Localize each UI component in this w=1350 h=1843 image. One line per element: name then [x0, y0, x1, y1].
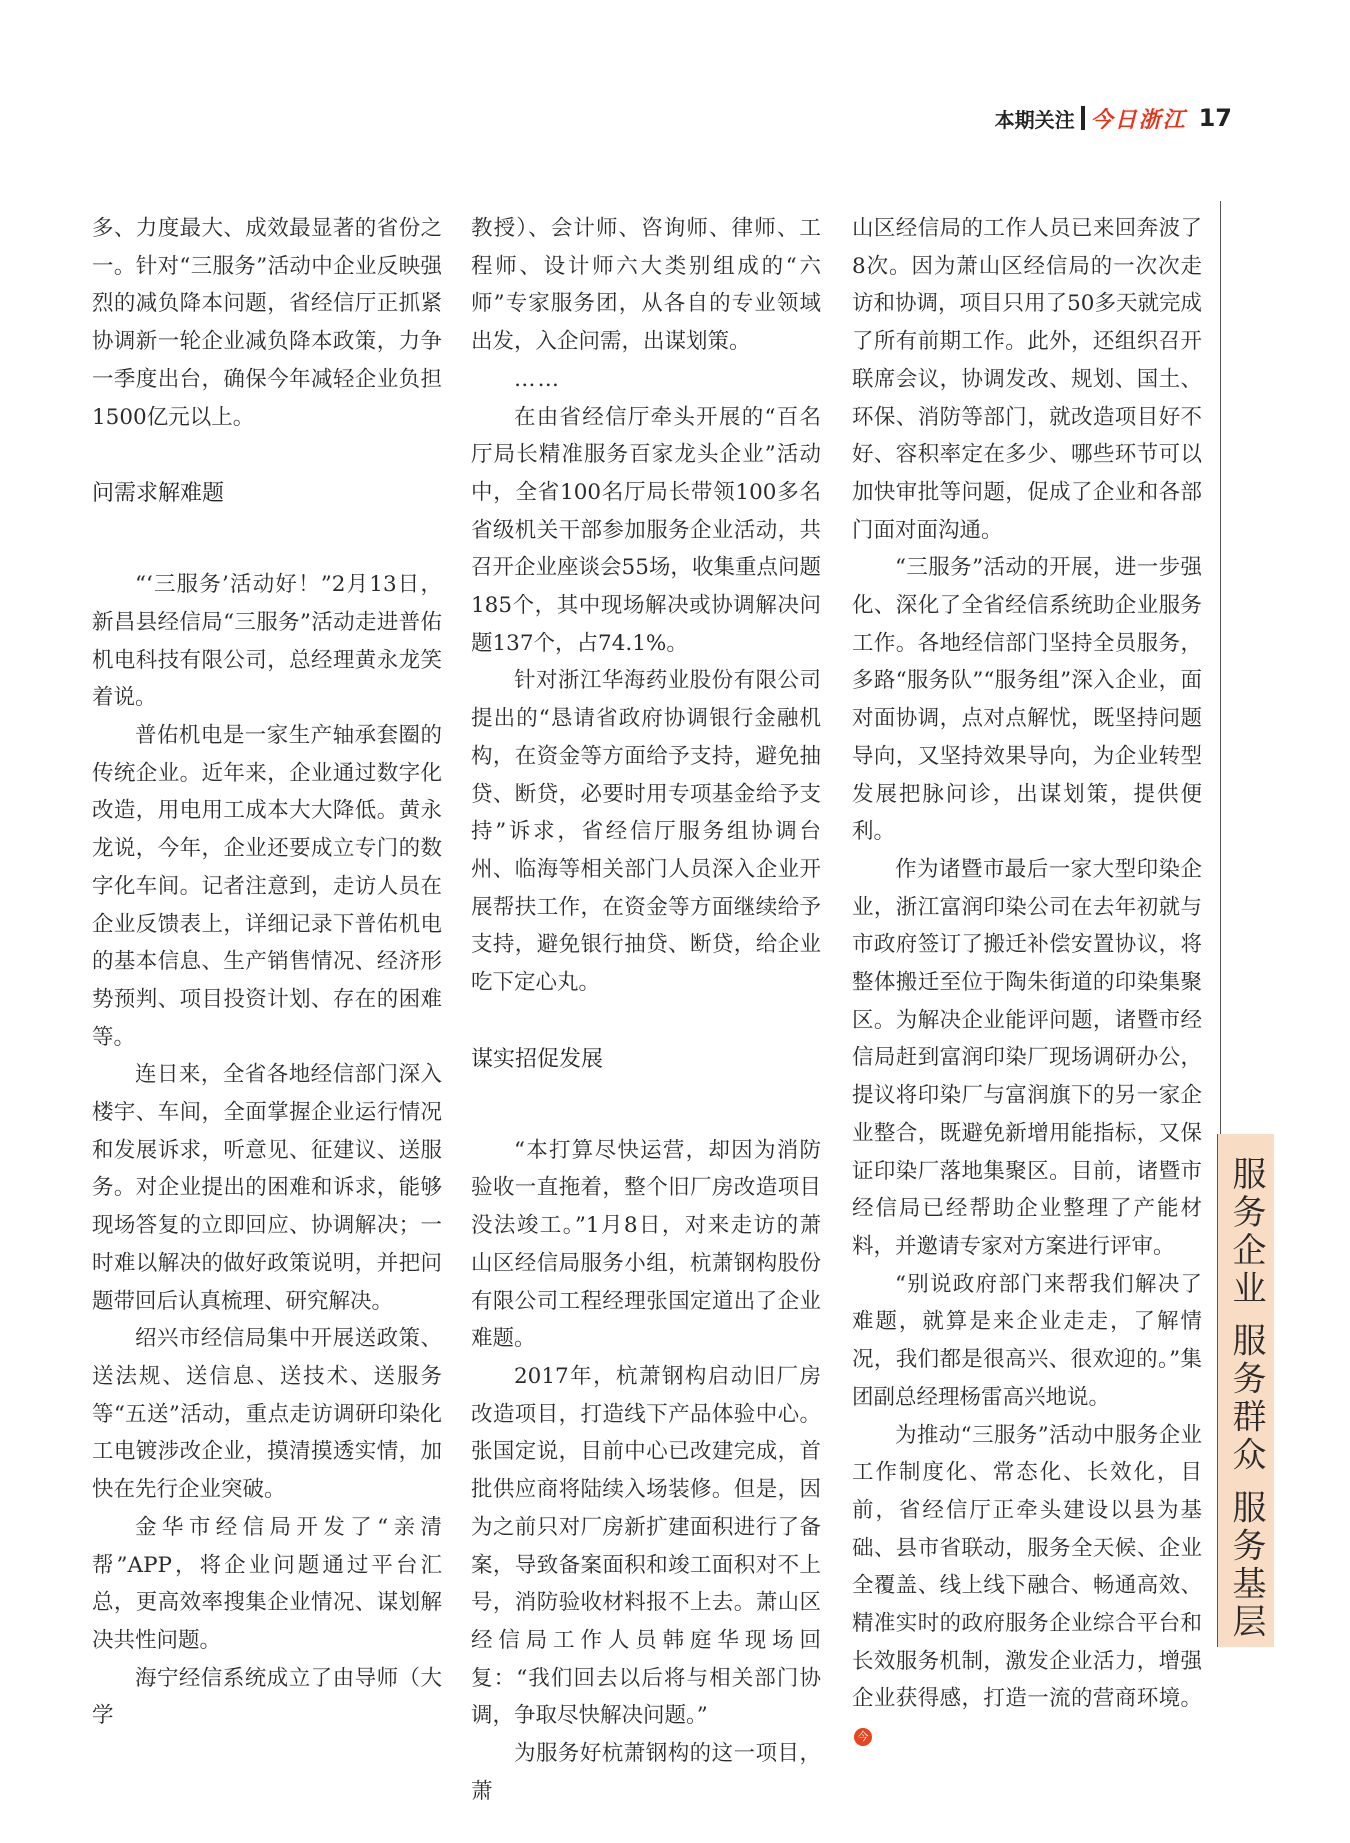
magazine-logo: 今日浙江 — [1090, 106, 1187, 133]
end-mark-icon: 今 — [854, 1728, 872, 1746]
paragraph: 为服务好杭萧钢构的这一项目，萧 — [471, 1741, 821, 1804]
page-number: 17 — [1198, 104, 1232, 132]
paragraph: “‘三服务’活动好！”2月13日，新昌县经信局“三服务”活动走进普佑机电科技有限公司，总经理黄永龙笑着说。 — [92, 572, 442, 711]
paragraph: 普佑机电是一家生产轴承套圈的传统企业。近年来，企业通过数字化改造，用电用工成本大大降低。黄永龙说，今年，企业还要成立专门的数字化车间。记者注意到，走访人员在企业反馈表上，详细记录下普佑机电的基本信息、生产销售情况、经济形势预判、项目投资计划、存在的困难等。 — [92, 723, 442, 1050]
paragraph: “别说政府部门来帮我们解决了难题，就算是来企业走走，了解情况，我们都是很高兴、很欢迎的。”集团副总经理杨雷高兴地说。 — [852, 1271, 1202, 1410]
paragraph-final — [852, 1417, 1202, 1756]
paragraph: 金华市经信局开发了“亲清帮”APP，将企业问题通过平台汇总，更高效率搜集企业情况、谋划解决共性问题。 — [92, 1514, 442, 1653]
paragraph: 多、力度最大、成效最显著的省份之一。针对“三服务”活动中企业反映强烈的减负降本问题，省经信厅正抓紧协调新一轮企业减负降本政策，力争一季度出台，确保今年减轻企业负担1500亿元以上。 — [92, 216, 442, 430]
side-banner — [1217, 1134, 1274, 1647]
text-column-2 — [471, 210, 821, 1810]
paragraph: “三服务”活动的开展，进一步强化、深化了全省经信系统助企业服务工作。各地经信部门坚持全员服务，多路“服务队”“服务组”深入企业，面对面协调，点对点解忧，既坚持问题导向，又坚持效果导向，为企业转型发展把脉问诊，出谋划策，提供便利。 — [852, 555, 1202, 845]
paragraph: “本打算尽快运营，却因为消防验收一直拖着，整个旧厂房改造项目没法竣工。”1月8日，对来走访的萧山区经信局服务小组，杭萧钢构股份有限公司工程经理张国定道出了企业难题。 — [471, 1137, 821, 1352]
paragraph: 山区经信局的工作人员已来回奔波了8次。因为萧山区经信局的一次次走访和协调，项目只用了50多天就完成了所有前期工作。此外，还组织召开联席会议，协调发改、规划、国土、环保、消防等部门，就改造项目好不好、容积率定在多少、哪些环节可以加快审批等问题，促成了企业和各部门面对面沟通。 — [852, 216, 1202, 543]
ellipsis-line: …… — [514, 366, 561, 392]
paragraph: 作为诸暨市最后一家大型印染企业，浙江富润印染公司在去年初就与市政府签订了搬迁补偿安置协议，将整体搬迁至位于陶朱街道的印染集聚区。为解决企业能评问题，诸暨市经信局赶到富润印染厂现场调研办公，提议将印染厂与富润旗下的另一家企业整合，既避免新增用能指标，又保证印染厂落地集聚区。目前，诸暨市经信局已经帮助企业整理了产能材料，并邀请专家对方案进行评审。 — [852, 856, 1202, 1259]
paragraph-text: 为推动“三服务”活动中服务企业工作制度化、常态化、长效化，目前，省经信厅正牵头建设以县为基础、县市省联动，服务全天候、企业全覆盖、线上线下融合、畅通高效、精准实时的政府服务企业综合平台和长效服务机制，激发企业活力，增强企业获得感，打造一流的营商环境。 — [852, 1422, 1202, 1712]
side-banner-text: 服务企业 服务群众 服务基层 — [1226, 1156, 1266, 1642]
paragraph: 在由省经信厅牵头开展的“百名厅局长精准服务百家龙头企业”活动中，全省100名厅局长带领100多名省级机关干部参加服务企业活动，共召开企业座谈会55场，收集重点问题185个，其中现场解决或协调解决问题137个，占74.1%。 — [471, 404, 821, 656]
paragraph: 海宁经信系统成立了由导师（大学 — [92, 1665, 442, 1729]
section-label: 本期关注 — [994, 107, 1075, 132]
paragraph: 教授）、会计师、咨询师、律师、工程师、设计师六大类别组成的“六师”专家服务团，从各自的专业领域出发，入企问需，出谋划策。 — [471, 216, 821, 355]
vertical-rule — [1220, 201, 1221, 1134]
header-divider — [1081, 106, 1085, 130]
paragraph: 连日来，全省各地经信部门深入楼宇、车间，全面掌握企业运行情况和发展诉求，听意见、征建议、送服务。对企业提出的困难和诉求，能够现场答复的立即回应、协调解决；一时难以解决的做好政策说明，并把问题带回后认真梳理、研究解决。 — [92, 1062, 442, 1314]
section-heading: 谋实招促发展 — [471, 1046, 604, 1072]
paragraph: 绍兴市经信局集中开展送政策、送法规、送信息、送技术、送服务等“五送”活动，重点走访调研印染化工电镀涉改企业，摸清摸透实情，加快在先行企业突破。 — [92, 1326, 442, 1503]
text-column-1 — [92, 210, 442, 1735]
page-header — [995, 100, 1232, 136]
paragraph: 2017年，杭萧钢构启动旧厂房改造项目，打造线下产品体验中心。张国定说，目前中心已改建完成，首批供应商将陆续入场装修。但是，因为之前只对厂房新扩建面积进行了备案，导致备案面积和竣工面积对不上号，消防验收材料报不上去。萧山区经信局工作人员韩庭华现场回复：“我们回去以后将与相关部门协调，争取尽快解决问题。” — [471, 1363, 821, 1729]
text-column-3 — [852, 210, 1202, 1756]
paragraph: 针对浙江华海药业股份有限公司提出的“恳请省政府协调银行金融机构，在资金等方面给予支持，避免抽贷、断贷，必要时用专项基金给予支持”诉求，省经信厅服务组协调台州、临海等相关部门人员深入企业开展帮扶工作，在资金等方面继续给予支持，避免银行抽贷、断贷，给企业吃下定心丸。 — [471, 668, 821, 996]
section-heading: 问需求解难题 — [92, 481, 225, 507]
